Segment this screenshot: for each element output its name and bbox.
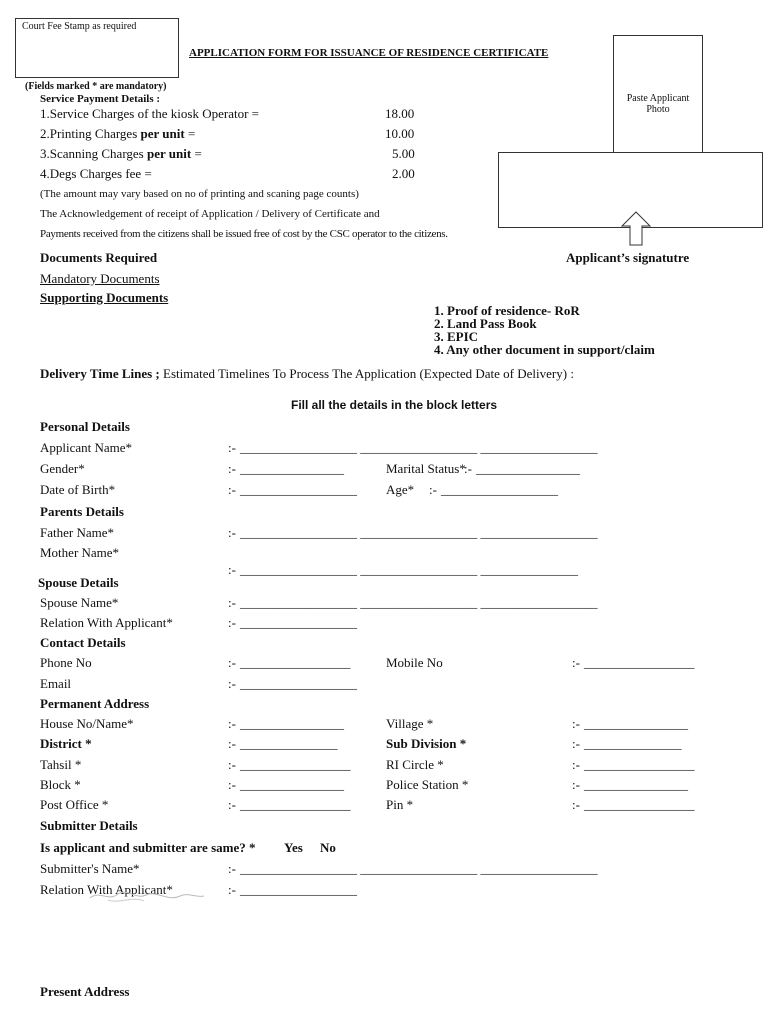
list-item: 4. Any other document in support/claim	[434, 342, 655, 357]
age-field[interactable]: __________________	[441, 482, 558, 497]
house-field[interactable]: ________________	[240, 716, 344, 731]
mother-name-label: Mother Name*	[40, 545, 120, 560]
block-letters-instruction: Fill all the details in the block letters	[291, 398, 498, 412]
sep: :-	[228, 562, 236, 577]
charge-amount: 18.00	[385, 106, 415, 121]
marital-status-field[interactable]: ________________	[476, 461, 580, 476]
marital-status-label: Marital Status*	[386, 461, 466, 476]
submitter-details-heading: Submitter Details	[40, 818, 138, 833]
ri-circle-field[interactable]: _________________	[584, 757, 695, 772]
documents-heading: Documents Required	[40, 250, 158, 265]
sep: :-	[429, 482, 437, 497]
no-option[interactable]: No	[320, 840, 336, 855]
list-item: 3. EPIC	[434, 329, 479, 344]
sep: :-	[228, 482, 236, 497]
sep: :-	[228, 861, 236, 876]
mobile-field[interactable]: _________________	[584, 655, 695, 670]
present-address-heading: Present Address	[40, 984, 130, 999]
charge-row-scanning	[40, 146, 202, 162]
charge-label-pre: 2.Printing Charges	[40, 126, 141, 141]
gender-field[interactable]: ________________	[240, 461, 344, 476]
document-list	[434, 304, 655, 356]
block-label: Block *	[40, 777, 81, 792]
list-item: 2. Land Pass Book	[434, 316, 537, 331]
block-field[interactable]: ________________	[240, 777, 344, 792]
charge-label: 4.Degs Charges fee =	[40, 166, 152, 181]
court-fee-stamp-label: Court Fee Stamp as required	[22, 21, 137, 32]
sep: :-	[228, 655, 236, 670]
charge-label-post: =	[191, 146, 202, 161]
phone-label: Phone No	[40, 655, 92, 670]
charge-row-service	[40, 106, 259, 122]
submitter-name-field[interactable]: __________________ __________________ __________________	[240, 861, 598, 876]
police-station-field[interactable]: ________________	[584, 777, 688, 792]
photo-label-line1: Paste Applicant	[626, 93, 690, 104]
sep: :-	[228, 595, 236, 610]
charge-amount: 10.00	[385, 126, 415, 141]
court-fee-stamp-box	[15, 18, 179, 78]
age-label: Age*	[386, 482, 415, 497]
village-label: Village *	[386, 716, 434, 731]
spouse-relation-field[interactable]: __________________	[240, 615, 357, 630]
parents-details-heading: Parents Details	[40, 504, 124, 519]
same-submitter-question: Is applicant and submitter are same? *	[40, 840, 256, 855]
sep: :-	[228, 757, 236, 772]
signature-label: Applicant’s signatutre	[566, 250, 690, 265]
charge-label-bold: per unit	[140, 126, 185, 141]
ri-circle-label: RI Circle *	[386, 757, 444, 772]
house-label: House No/Name*	[40, 716, 134, 731]
charge-label-bold: per unit	[147, 146, 192, 161]
delivery-timelines	[40, 366, 574, 382]
pin-label: Pin *	[386, 797, 414, 812]
sep: :-	[228, 777, 236, 792]
sep: :-	[228, 716, 236, 731]
email-field[interactable]: __________________	[240, 676, 357, 691]
applicant-photo-box[interactable]	[613, 35, 703, 154]
payment-note-2: The Acknowledgement of receipt of Application / Delivery of Certificate and	[40, 208, 380, 220]
sep: :-	[228, 882, 236, 897]
gender-label: Gender*	[40, 461, 85, 476]
sep: :-	[228, 797, 236, 812]
spouse-details-heading: Spouse Details	[38, 575, 119, 590]
subdivision-field[interactable]: _______________	[584, 736, 682, 751]
sep: :-	[228, 461, 236, 476]
phone-field[interactable]: _________________	[240, 655, 351, 670]
spouse-name-label: Spouse Name*	[40, 595, 119, 610]
supporting-documents-link[interactable]: Supporting Documents	[40, 290, 169, 305]
charge-label-pre: 3.Scanning Charges	[40, 146, 147, 161]
charge-amount: 5.00	[392, 146, 415, 161]
yes-option[interactable]: Yes	[284, 840, 303, 855]
scribble-mark	[88, 884, 208, 906]
father-name-label: Father Name*	[40, 525, 115, 540]
sep: :-	[572, 655, 580, 670]
form-title: APPLICATION FORM FOR ISSUANCE OF RESIDENCE CERTIFICATE	[189, 47, 549, 59]
sep: :-	[572, 797, 580, 812]
subdivision-label: Sub Division *	[386, 736, 467, 751]
sep: :-	[228, 615, 236, 630]
sep: :-	[228, 736, 236, 751]
police-station-label: Police Station *	[386, 777, 469, 792]
charge-label-post: =	[184, 126, 196, 141]
spouse-relation-label: Relation With Applicant*	[40, 615, 173, 630]
submitter-relation-label: Relation With Applicant*	[40, 882, 173, 897]
mother-name-field[interactable]: __________________ __________________ _______________	[240, 562, 578, 577]
sep: :-	[228, 676, 236, 691]
pin-field[interactable]: _________________	[584, 797, 695, 812]
sep: :-	[228, 525, 236, 540]
sep: :-	[228, 440, 236, 455]
charge-label: 1.Service Charges of the kiosk Operator =	[40, 106, 260, 121]
payment-note-3: Payments received from the citizens shall be issued free of cost by the CSC operator to the citizens.	[40, 228, 448, 240]
permanent-address-heading: Permanent Address	[40, 696, 150, 711]
sep: :-	[572, 736, 580, 751]
father-name-field[interactable]: __________________ __________________ __________________	[240, 525, 598, 540]
applicant-name-label: Applicant Name*	[40, 440, 133, 455]
tahsil-label: Tahsil *	[40, 757, 82, 772]
contact-details-heading: Contact Details	[40, 635, 126, 650]
charge-amount: 2.00	[392, 166, 415, 181]
district-field[interactable]: _______________	[240, 736, 338, 751]
personal-details-heading: Personal Details	[40, 419, 130, 434]
submitter-relation-field[interactable]: __________________	[240, 882, 357, 897]
post-office-label: Post Office *	[40, 797, 109, 812]
payment-note-1: (The amount may vary based on no of printing and scaning page counts)	[40, 188, 359, 200]
mandatory-documents-link[interactable]: Mandatory Documents	[40, 271, 160, 286]
mobile-label: Mobile No	[386, 655, 443, 670]
dob-field[interactable]: __________________	[240, 482, 357, 497]
delivery-label: Delivery Time Lines ;	[40, 366, 160, 381]
sep: :-	[572, 716, 580, 731]
tahsil-field[interactable]: _________________	[240, 757, 351, 772]
email-label: Email	[40, 676, 72, 691]
charge-row-printing	[40, 126, 195, 142]
post-office-field[interactable]: _________________	[240, 797, 351, 812]
photo-label-line2: Photo	[646, 104, 670, 115]
applicant-name-field[interactable]: __________________ __________________ __________________	[240, 440, 598, 455]
submitter-name-label: Submitter's Name*	[40, 861, 140, 876]
spouse-name-field[interactable]: __________________ __________________ __________________	[240, 595, 598, 610]
mandatory-note: (Fields marked * are mandatory)	[25, 81, 167, 92]
list-item: 1. Proof of residence- RoR	[434, 303, 580, 318]
sep: :-	[572, 777, 580, 792]
service-payment-heading: Service Payment Details :	[40, 93, 161, 105]
sep: :-	[572, 757, 580, 772]
charge-row-degs	[40, 166, 152, 182]
sep: :-	[464, 461, 472, 476]
district-label: District *	[40, 736, 92, 751]
delivery-text: Estimated Timelines To Process The Application (Expected Date of Delivery) :	[159, 366, 574, 381]
up-arrow-icon	[620, 211, 652, 247]
village-field[interactable]: ________________	[584, 716, 688, 731]
dob-label: Date of Birth*	[40, 482, 116, 497]
